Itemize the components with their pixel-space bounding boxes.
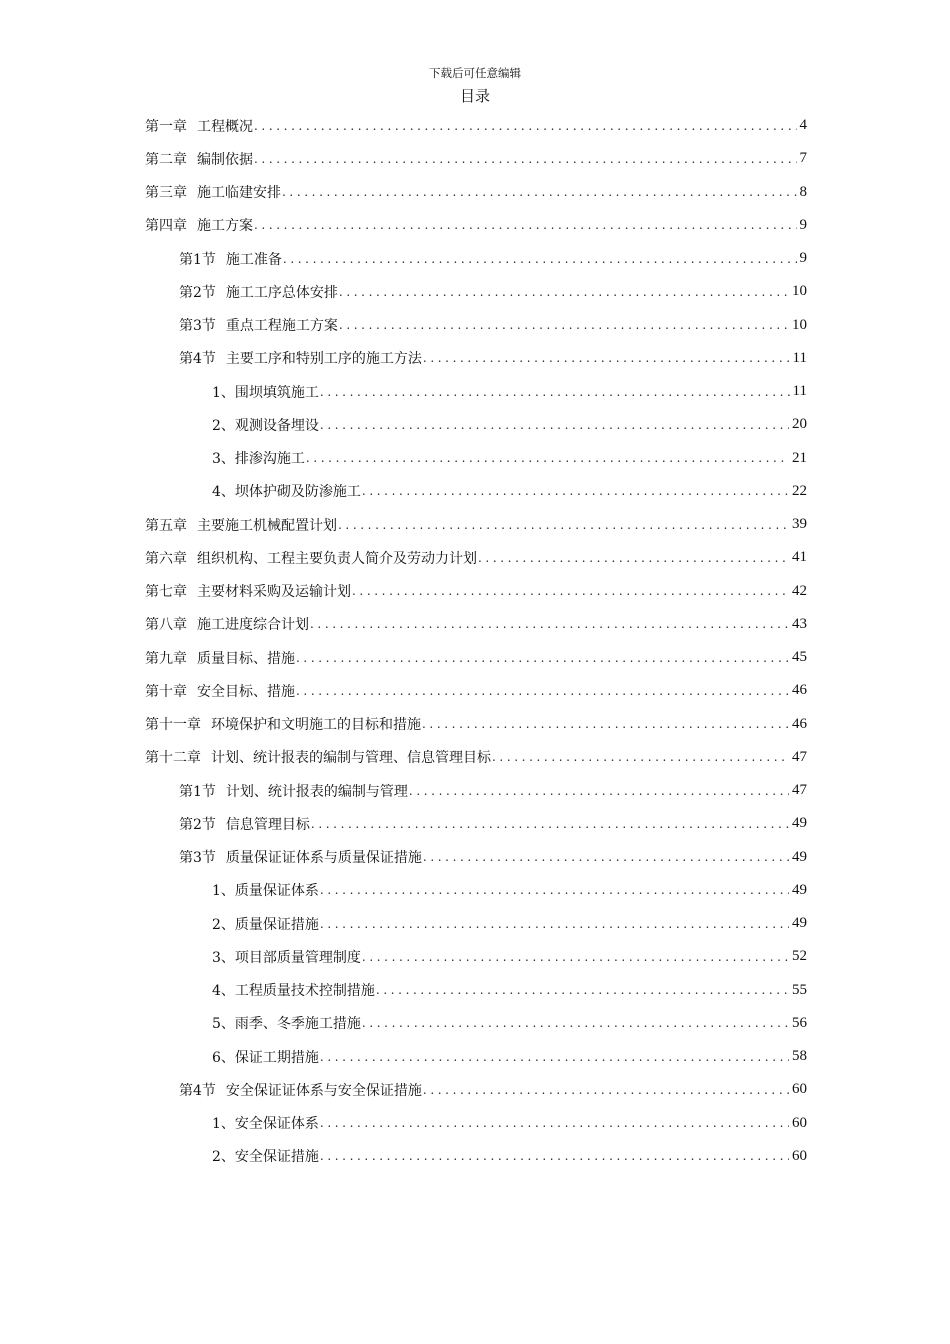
toc-entry[interactable] xyxy=(145,508,807,541)
toc-page-number: 7 xyxy=(799,150,807,167)
toc-page-number: 47 xyxy=(792,748,807,765)
toc-entry[interactable] xyxy=(145,1140,807,1173)
toc-entry-title: 主要施工机械配置计划 xyxy=(197,517,337,534)
toc-page-number: 10 xyxy=(792,283,807,300)
toc-entry-number: 1、 xyxy=(212,384,235,401)
toc-entry-number: 2、 xyxy=(212,916,235,933)
toc-leader-dots xyxy=(320,418,789,432)
toc-entry-number: 3、 xyxy=(212,949,235,966)
toc-page-number: 10 xyxy=(792,316,807,333)
toc-entry[interactable] xyxy=(145,774,807,807)
toc-entry[interactable] xyxy=(145,741,807,774)
toc-entry-number: 第2节 xyxy=(179,284,216,301)
toc-leader-dots xyxy=(338,518,789,532)
toc-page-number: 49 xyxy=(792,815,807,832)
toc-entry-number: 第1节 xyxy=(179,783,216,800)
toc-entry[interactable] xyxy=(145,708,807,741)
toc-entry[interactable] xyxy=(145,1073,807,1106)
toc-entry[interactable] xyxy=(145,874,807,907)
toc-entry-number: 第五章 xyxy=(145,517,187,534)
table-of-contents xyxy=(145,109,807,1173)
toc-entry-title: 安全保证措施 xyxy=(234,1149,319,1166)
toc-entry[interactable] xyxy=(145,575,807,608)
toc-entry-title: 安全保证体系 xyxy=(234,1116,319,1133)
toc-page-number: 46 xyxy=(792,682,807,699)
toc-entry-title: 环境保护和文明施工的目标和措施 xyxy=(211,717,421,734)
toc-entry[interactable] xyxy=(145,1007,807,1040)
toc-page-number: 42 xyxy=(792,582,807,599)
toc-leader-dots xyxy=(320,883,789,897)
toc-entry[interactable] xyxy=(145,176,807,209)
toc-entry-title: 工程质量技术控制措施 xyxy=(234,983,375,1000)
toc-entry[interactable] xyxy=(145,674,807,707)
toc-leader-dots xyxy=(296,651,789,665)
header-note: 下载后可任意编辑 xyxy=(429,66,521,80)
toc-entry-number: 第十一章 xyxy=(145,717,201,734)
toc-leader-dots xyxy=(320,1050,789,1064)
toc-entry-title: 雨季、冬季施工措施 xyxy=(234,1016,361,1033)
toc-entry[interactable] xyxy=(145,408,807,441)
toc-leader-dots xyxy=(423,351,790,365)
toc-entry-title: 施工临建安排 xyxy=(197,185,281,202)
toc-entry[interactable] xyxy=(145,375,807,408)
toc-entry[interactable] xyxy=(145,907,807,940)
toc-entry[interactable] xyxy=(145,242,807,275)
toc-leader-dots xyxy=(320,917,789,931)
toc-entry-title: 工程概况 xyxy=(197,118,253,135)
toc-entry-title: 保证工期措施 xyxy=(234,1049,319,1066)
toc-page-number: 41 xyxy=(792,549,807,566)
toc-entry-title: 主要材料采购及运输计划 xyxy=(197,584,351,601)
toc-page-number: 11 xyxy=(792,383,807,400)
toc-entry-title: 排渗沟施工 xyxy=(234,451,305,468)
toc-entry[interactable] xyxy=(145,475,807,508)
toc-entry-title: 质量保证证体系与质量保证措施 xyxy=(225,850,422,867)
toc-entry-number: 第4节 xyxy=(179,1082,216,1099)
toc-page-number: 21 xyxy=(792,449,807,466)
toc-entry-number: 6、 xyxy=(212,1049,235,1066)
toc-entry[interactable] xyxy=(145,275,807,308)
toc-page-number: 55 xyxy=(792,981,807,998)
toc-entry-number: 第2节 xyxy=(179,816,216,833)
toc-leader-dots xyxy=(423,1083,789,1097)
toc-entry-title: 计划、统计报表的编制与管理、信息管理目标 xyxy=(211,750,491,767)
toc-page-number: 49 xyxy=(792,915,807,932)
toc-page-number: 56 xyxy=(792,1014,807,1031)
toc-entry-title: 安全目标、措施 xyxy=(197,683,295,700)
toc-entry-number: 第十章 xyxy=(145,683,187,700)
toc-entry-title: 围坝填筑施工 xyxy=(234,384,319,401)
toc-page-number: 58 xyxy=(792,1048,807,1065)
toc-entry-title: 组织机构、工程主要负责人简介及劳动力计划 xyxy=(197,550,477,567)
toc-entry-title: 施工方案 xyxy=(197,218,253,235)
toc-page-number: 4 xyxy=(799,117,807,134)
toc-leader-dots xyxy=(282,185,797,199)
toc-entry-title: 计划、统计报表的编制与管理 xyxy=(225,783,408,800)
toc-page-number: 11 xyxy=(792,349,807,366)
toc-leader-dots xyxy=(492,750,789,764)
toc-entry-title: 项目部质量管理制度 xyxy=(234,949,361,966)
toc-entry-title: 信息管理目标 xyxy=(225,816,310,833)
toc-leader-dots xyxy=(320,385,790,399)
toc-entry-title: 施工进度综合计划 xyxy=(197,617,309,634)
toc-page-number: 60 xyxy=(792,1081,807,1098)
toc-entry-number: 4、 xyxy=(212,484,235,501)
toc-entry-title: 重点工程施工方案 xyxy=(225,318,338,335)
toc-entry-title: 质量保证体系 xyxy=(234,883,319,900)
toc-entry[interactable] xyxy=(145,608,807,641)
toc-leader-dots xyxy=(362,1016,789,1030)
toc-entry-title: 安全保证证体系与安全保证措施 xyxy=(225,1082,422,1099)
toc-leader-dots xyxy=(254,119,797,133)
toc-page-number: 49 xyxy=(792,881,807,898)
toc-page-number: 9 xyxy=(799,216,807,233)
toc-entry[interactable] xyxy=(145,641,807,674)
toc-page-number: 46 xyxy=(792,715,807,732)
toc-leader-dots xyxy=(478,551,789,565)
toc-leader-dots xyxy=(254,152,797,166)
toc-entry-number: 第十二章 xyxy=(145,750,201,767)
toc-entry-number: 1、 xyxy=(212,1116,235,1133)
toc-leader-dots xyxy=(296,684,789,698)
toc-leader-dots xyxy=(362,484,789,498)
toc-page-number: 20 xyxy=(792,416,807,433)
toc-entry[interactable] xyxy=(145,142,807,175)
toc-leader-dots xyxy=(283,252,797,266)
toc-title: 目录 xyxy=(459,87,490,105)
toc-entry-number: 2、 xyxy=(212,417,235,434)
toc-page-number: 22 xyxy=(792,482,807,499)
toc-entry-number: 第八章 xyxy=(145,617,187,634)
toc-entry[interactable] xyxy=(145,309,807,342)
toc-entry-number: 第4节 xyxy=(179,351,216,368)
toc-entry-title: 观测设备埋设 xyxy=(234,417,319,434)
toc-entry[interactable] xyxy=(145,1040,807,1073)
toc-entry[interactable] xyxy=(145,807,807,840)
toc-entry[interactable] xyxy=(145,841,807,874)
toc-entry[interactable] xyxy=(145,974,807,1007)
toc-leader-dots xyxy=(339,318,789,332)
toc-page-number: 43 xyxy=(792,615,807,632)
toc-entry-number: 3、 xyxy=(212,451,235,468)
toc-entry[interactable] xyxy=(145,1107,807,1140)
toc-leader-dots xyxy=(320,1149,789,1163)
toc-leader-dots xyxy=(362,950,789,964)
toc-entry-title: 主要工序和特别工序的施工方法 xyxy=(225,351,422,368)
toc-entry-number: 第3节 xyxy=(179,850,216,867)
toc-entry-title: 质量目标、措施 xyxy=(197,650,295,667)
toc-entry[interactable] xyxy=(145,541,807,574)
toc-entry-number: 第六章 xyxy=(145,550,187,567)
toc-page-number: 8 xyxy=(799,183,807,200)
toc-entry[interactable] xyxy=(145,109,807,142)
toc-page-number: 60 xyxy=(792,1147,807,1164)
toc-leader-dots xyxy=(409,784,789,798)
toc-entry-title: 编制依据 xyxy=(197,151,253,168)
toc-entry-number: 第1节 xyxy=(179,251,216,268)
toc-page-number: 60 xyxy=(792,1114,807,1131)
toc-leader-dots xyxy=(422,717,789,731)
toc-page-number: 45 xyxy=(792,649,807,666)
toc-entry-number: 1、 xyxy=(212,883,235,900)
toc-entry-number: 第四章 xyxy=(145,218,187,235)
toc-entry-title: 坝体护砌及防渗施工 xyxy=(234,484,361,501)
toc-page-number: 39 xyxy=(792,516,807,533)
toc-leader-dots xyxy=(423,850,789,864)
toc-entry-title: 施工工序总体安排 xyxy=(225,284,338,301)
toc-entry-number: 第三章 xyxy=(145,185,187,202)
toc-entry[interactable] xyxy=(145,940,807,973)
toc-leader-dots xyxy=(339,285,789,299)
toc-leader-dots xyxy=(310,617,789,631)
toc-entry-number: 第七章 xyxy=(145,584,187,601)
toc-page-number: 52 xyxy=(792,948,807,965)
toc-page-number: 49 xyxy=(792,848,807,865)
toc-entry[interactable] xyxy=(145,442,807,475)
toc-entry[interactable] xyxy=(145,342,807,375)
toc-entry-number: 4、 xyxy=(212,983,235,1000)
toc-entry-number: 2、 xyxy=(212,1149,235,1166)
toc-entry-number: 第3节 xyxy=(179,318,216,335)
toc-entry-number: 第一章 xyxy=(145,118,187,135)
toc-entry-title: 质量保证措施 xyxy=(234,916,319,933)
toc-leader-dots xyxy=(376,983,789,997)
toc-entry[interactable] xyxy=(145,209,807,242)
toc-leader-dots xyxy=(254,218,797,232)
toc-leader-dots xyxy=(352,584,789,598)
toc-page-number: 9 xyxy=(799,250,807,267)
toc-entry-number: 第二章 xyxy=(145,151,187,168)
toc-leader-dots xyxy=(306,451,789,465)
toc-entry-title: 施工准备 xyxy=(225,251,282,268)
toc-entry-number: 5、 xyxy=(212,1016,235,1033)
toc-leader-dots xyxy=(320,1116,789,1130)
toc-page-number: 47 xyxy=(792,782,807,799)
toc-leader-dots xyxy=(311,817,789,831)
toc-entry-number: 第九章 xyxy=(145,650,187,667)
